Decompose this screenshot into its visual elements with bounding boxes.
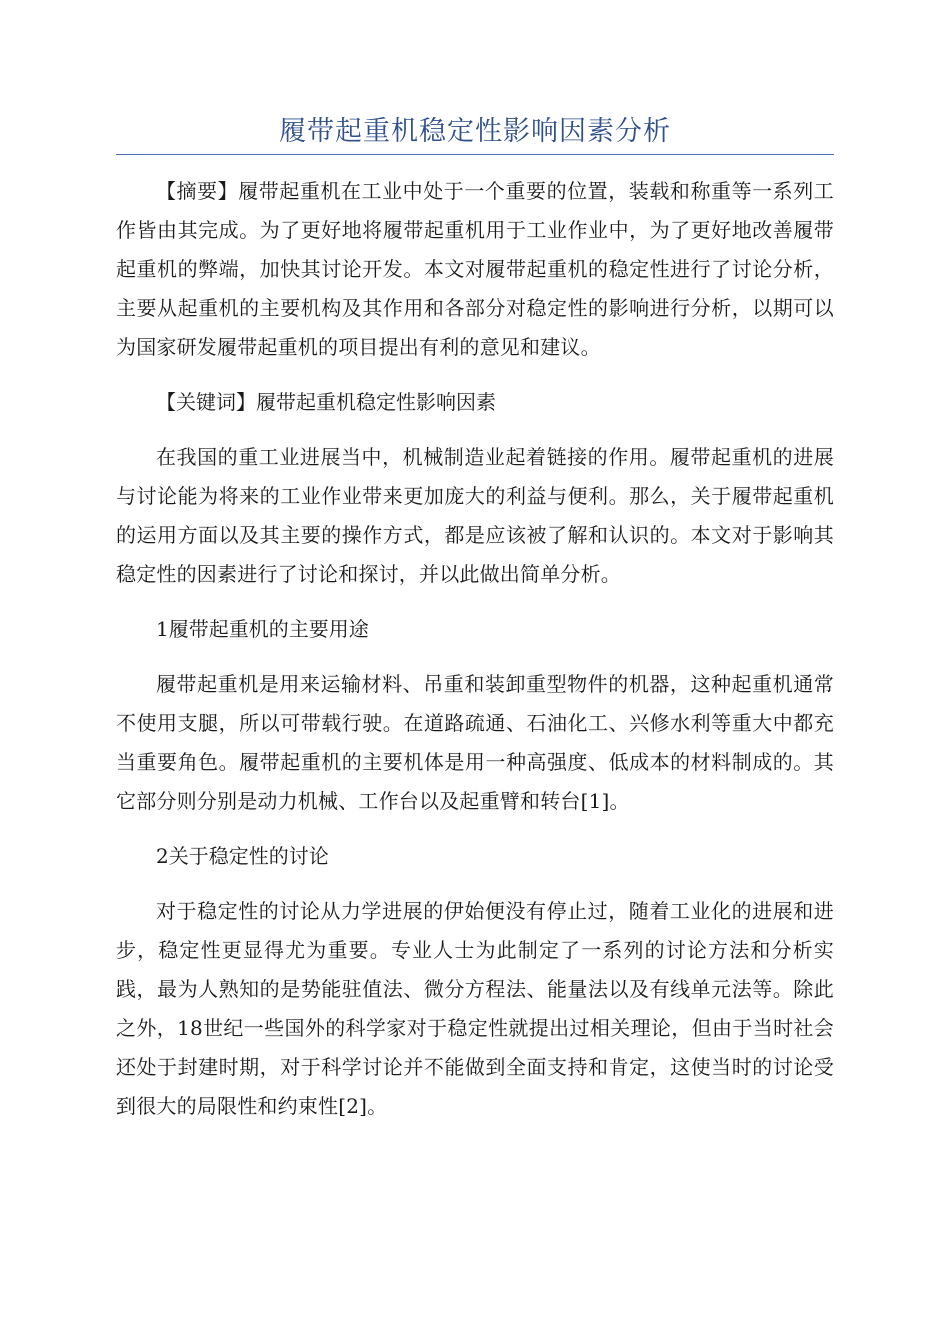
title-underline (116, 154, 834, 155)
document-title: 履带起重机稳定性影响因素分析 (279, 116, 671, 147)
section-2-paragraph: 对于稳定性的讨论从力学进展的伊始便没有停止过，随着工业化的进展和进步，稳定性更显得尤为重要。专业人士为此制定了一系列的讨论方法和分析实践，最为人熟知的是势能驻值法、微分方程法、能量法以及有线单元法等。除此之外，18世纪一些国外的科学家对于稳定性就提出过相关理论，但由于当时社会还处于封建时期，对于科学讨论并不能做到全面支持和肯定，这使当时的讨论受到很大的局限性和约束性[2]。 (116, 899, 834, 1118)
abstract-paragraph: 【摘要】履带起重机在工业中处于一个重要的位置，装载和称重等一系列工作皆由其完成。为了更好地将履带起重机用于工业作业中，为了更好地改善履带起重机的弊端，加快其讨论开发。本文对履带起重机的稳定性进行了讨论分析，主要从起重机的主要机构及其作用和各部分对稳定性的影响进行分析，以期可以为国家研发履带起重机的项目提出有利的意见和建议。 (116, 179, 834, 359)
section-1-heading: 1履带起重机的主要用途 (156, 617, 369, 641)
document-body (116, 172, 834, 1142)
keywords-line: 【关键词】履带起重机稳定性影响因素 (156, 390, 496, 414)
section-2-heading: 2关于稳定性的讨论 (156, 844, 329, 868)
intro-paragraph: 在我国的重工业进展当中，机械制造业起着链接的作用。履带起重机的进展与讨论能为将来的工业作业带来更加庞大的利益与便利。那么，关于履带起重机的运用方面以及其主要的操作方式，都是应该被了解和认识的。本文对于影响其稳定性的因素进行了讨论和探讨，并以此做出简单分析。 (116, 445, 834, 586)
section-1-paragraph: 履带起重机是用来运输材料、吊重和装卸重型物件的机器，这种起重机通常不使用支腿，所以可带载行驶。在道路疏通、石油化工、兴修水利等重大中都充当重要角色。履带起重机的主要机体是用一种高强度、低成本的材料制成的。其它部分则分别是动力机械、工作台以及起重臂和转台[1]。 (116, 672, 834, 813)
